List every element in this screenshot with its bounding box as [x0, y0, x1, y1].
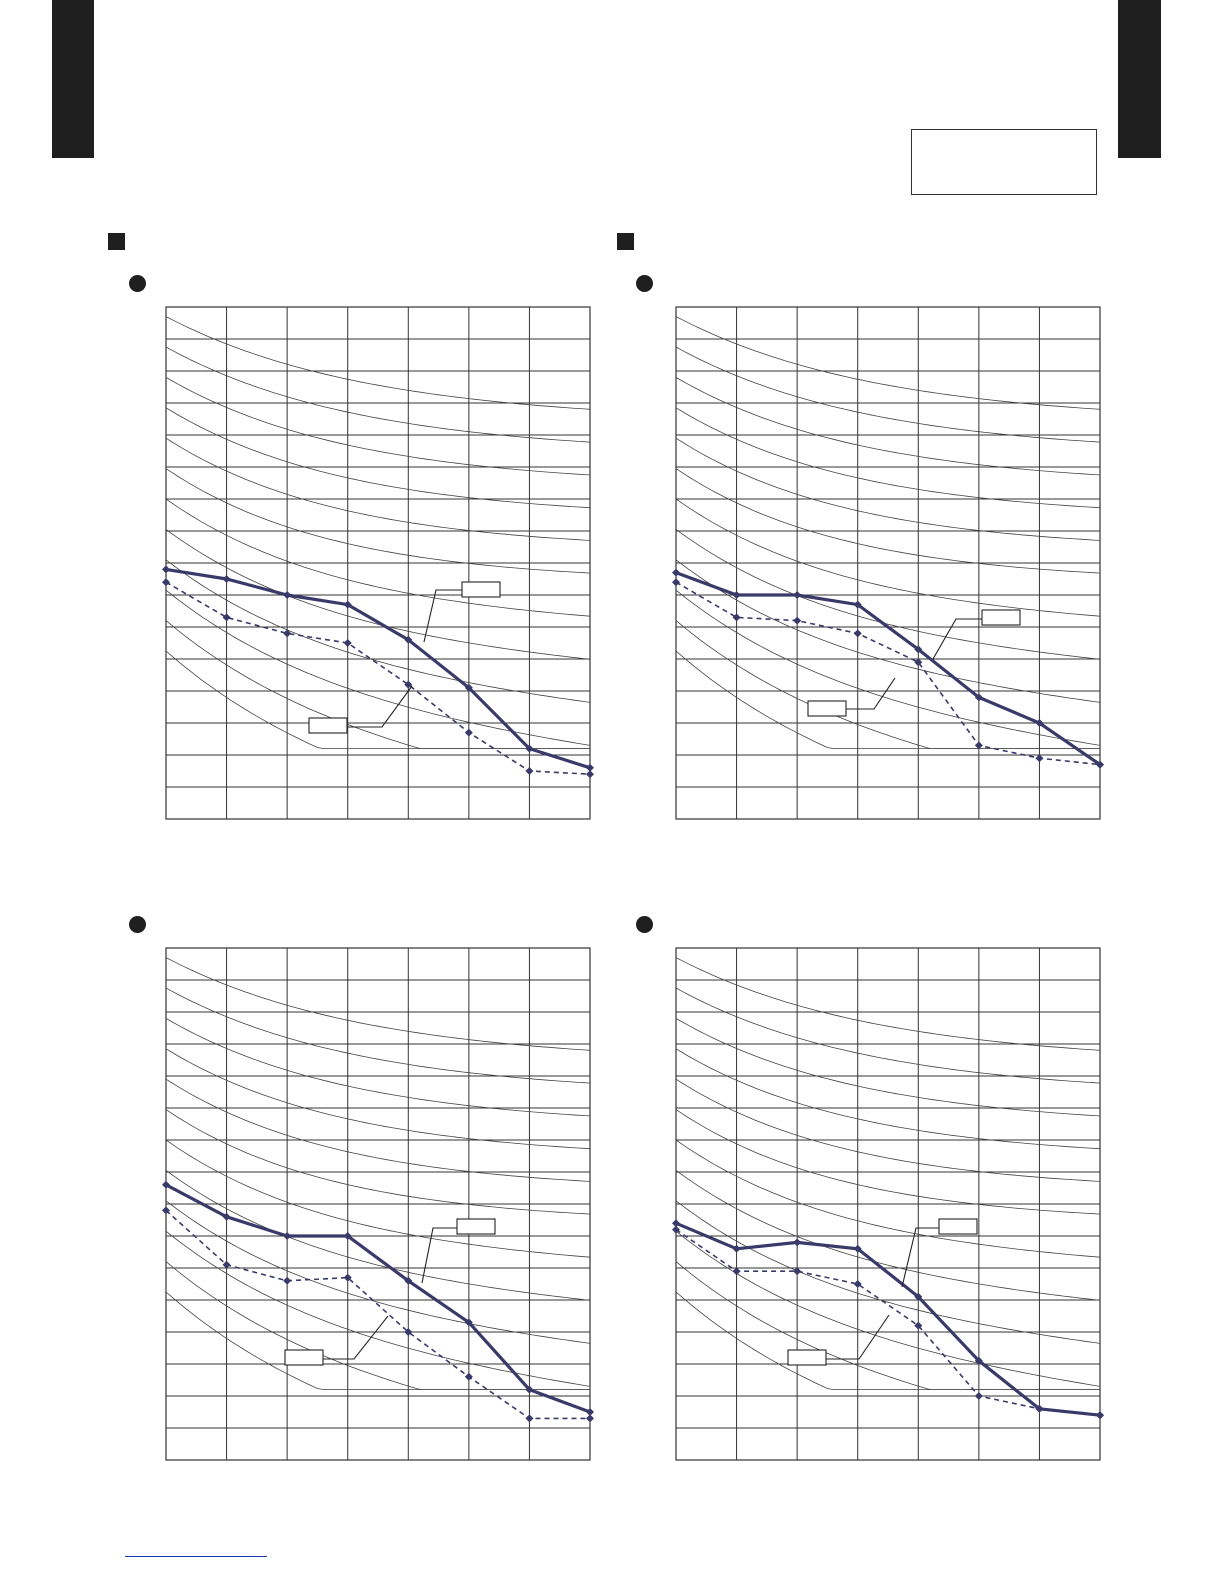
callout-box	[939, 1219, 977, 1234]
data-point	[793, 1238, 801, 1246]
callout-box	[788, 1350, 826, 1365]
reference-curve	[676, 988, 1100, 1083]
footer-rule	[125, 1556, 267, 1557]
reference-curves	[676, 958, 1100, 1390]
reference-curve	[676, 958, 1100, 1051]
reference-curve	[676, 1049, 1100, 1149]
reference-curve	[676, 1079, 1100, 1181]
data-point	[1096, 1411, 1104, 1419]
reference-curve	[676, 1140, 1100, 1257]
series-solid-line	[676, 1223, 1100, 1415]
reference-curve	[676, 1170, 1100, 1300]
data-point	[975, 1392, 983, 1400]
series-dashed-line	[676, 1230, 1100, 1416]
reference-curve	[676, 1018, 1100, 1116]
chart-grid	[676, 948, 1100, 1460]
reference-curve	[676, 1231, 1100, 1386]
reference-curve	[676, 1262, 1100, 1390]
